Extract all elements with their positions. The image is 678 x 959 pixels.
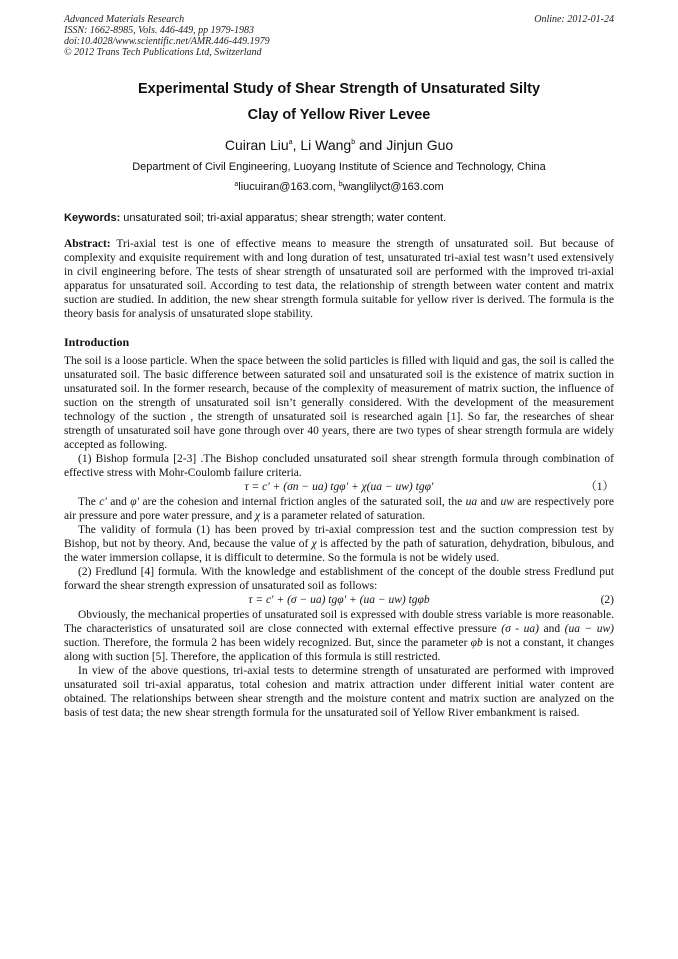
section-heading-introduction: Introduction xyxy=(64,335,130,349)
symbol-phi-b: φb xyxy=(470,637,483,649)
intro-paragraph-6 xyxy=(64,608,614,664)
text-run: Obviously, the mechanical properties of unsaturated soil is expressed with double stress variable is more reasonable. The characteristics of unsaturated soil are close connected with external effective pressure xyxy=(64,609,614,635)
intro-paragraph-5: (2) Fredlund [4] formula. With the knowledge and establishment of the concept of the double stress Fredlund put forward the shear strength expression of unsaturated soil as follows: xyxy=(64,566,614,592)
email-2: wanglilyct@163.com xyxy=(342,181,444,193)
text-run: and xyxy=(106,496,131,508)
intro-paragraph-7: In view of the above questions, tri-axial tests to determine strength of unsaturated are performed with improved unsaturated soil tri-axial apparatus, total cohesion and matrix attraction under different initial water content are obtained. The relationships between shear strength and the moisture content and matrix suction are analyzed on the basis of test data; the new shear strength formula for the unsaturated soil of Yellow River embankment is raised. xyxy=(64,665,614,719)
text-run: The validity of formula (1) has been proved by tri-axial compression test and the suction compression test by Bishop, but not by theory. And, because the value of xyxy=(64,524,614,550)
author-1-sup: a xyxy=(288,139,293,146)
symbol-phi: φ′ xyxy=(130,496,140,508)
text-run: is not a constant, it changes along with suction [5]. Therefore, the application of this formula is still restricted. xyxy=(64,637,614,663)
text-run: suction. Therefore, the formula 2 has been widely recognized. But, since the parameter xyxy=(64,637,471,649)
symbol-matrix-suction: (ua − uw) xyxy=(564,623,614,635)
text-run: are the cohesion and internal friction angles of the saturated soil, the xyxy=(139,496,466,508)
author-2: Li Wang xyxy=(300,137,352,153)
author-1: Cuiran Liu xyxy=(224,137,289,153)
text-run: and xyxy=(538,623,565,635)
abstract-text: Tri-axial test is one of effective means to measure the strength of unsaturated soil. But because of complexity and exquisite requirement with and long duration of test, unsaturated tri-axial test wasn’t used extensively in civil engineering before. The tests of shear strength of unsaturated soil are performed with the improved tri-axial apparatus for unsaturated soil. According to test data, the relationship of strength between water content and matrix suction are studied. In addition, the new shear strength formula suitable for yellow river is derived. The formula is the theory basis for analysis of unsaturated slope stability. xyxy=(64,238,614,320)
abstract-label: Abstract: xyxy=(64,238,111,250)
formula-1-expression: τ = c′ + (σn − ua) tgφ′ + χ(ua − uw) tgφ′ xyxy=(244,481,434,493)
title-line-2: Clay of Yellow River Levee xyxy=(247,107,431,123)
formula-1 xyxy=(64,480,614,495)
paper-title xyxy=(64,76,614,128)
symbol-uw: uw xyxy=(500,496,514,508)
keywords xyxy=(64,211,614,225)
online-date: Online: 2012-01-24 xyxy=(534,14,614,25)
text-run: and xyxy=(477,496,501,508)
symbol-effective-stress: (σ - ua) xyxy=(501,623,539,635)
text-run: are respectively pore air pressure and pore water pressure, and xyxy=(64,496,615,522)
symbol-chi: χ xyxy=(254,510,261,522)
affiliation: Department of Civil Engineering, Luoyang Institute of Science and Technology, China xyxy=(132,161,546,173)
formula-2-number: (2) xyxy=(600,594,614,606)
title-line-1: Experimental Study of Shear Strength of Unsaturated Silty xyxy=(137,81,541,97)
email-2-sup: b xyxy=(338,181,343,188)
formula-2 xyxy=(64,593,614,608)
abstract xyxy=(64,237,614,321)
email-1-sup: a xyxy=(234,181,239,188)
symbol-c: c′ xyxy=(99,496,107,508)
intro-paragraph-1: The soil is a loose particle. When the space between the solid particles is filled with liquid and gas, the soil is called the unsaturated soil. The basic difference between saturated soil and unsaturated soil is the existence of matrix suction in unsaturated soil. In the former research, because of the complexity of measurement of matrix suction, the influence of suction on the strength of unsaturated soil isn’t generally considered. With the development of the measurement technology of the suction , the strength of unsaturated soil is researched again [1]. So far, the researches of shear strength of unsaturated soil have gone through over 40 years, there are two types of shear strength formula are widely accepted as following. xyxy=(64,355,614,451)
intro-paragraph-3 xyxy=(64,495,614,523)
text-run: is affected by the path of saturation, dehydration, bibulous, and the water immersion collapse, it is difficult to determine. So the formula is not be widely used. xyxy=(64,538,614,564)
paper-page xyxy=(64,14,614,720)
symbol-ua: ua xyxy=(465,496,478,508)
author-sep-1: , xyxy=(292,137,301,153)
formula-2-expression: τ = c′ + (σ − ua) tgφ′ + (ua − uw) tgφb xyxy=(248,594,430,606)
author-sep-2: and xyxy=(355,137,387,153)
text-run: The xyxy=(78,496,100,508)
formula-1-number: （1） xyxy=(585,481,614,493)
journal-header xyxy=(64,14,614,58)
email-1: liucuiran@163.com, xyxy=(238,181,339,193)
text-run: is a parameter related of saturation. xyxy=(260,510,426,522)
author-list xyxy=(64,136,614,154)
author-emails xyxy=(64,180,614,194)
journal-name: Advanced Materials Research xyxy=(64,14,185,25)
symbol-chi: χ xyxy=(311,538,317,550)
keywords-text: unsaturated soil; tri-axial apparatus; shear strength; water content. xyxy=(120,212,447,224)
intro-paragraph-2: (1) Bishop formula [2-3] .The Bishop concluded unsaturated soil shear strength formula through combination of effective stress with Mohr-Coulomb failure criteria. xyxy=(64,453,614,479)
author-2-sup: b xyxy=(351,139,356,146)
author-3: Jinjun Guo xyxy=(386,137,454,153)
keywords-label: Keywords: xyxy=(64,212,121,224)
copyright-line: © 2012 Trans Tech Publications Ltd, Switzerland xyxy=(64,47,262,58)
issn-line: ISSN: 1662-8985, Vols. 446-449, pp 1979-1983 xyxy=(64,25,254,36)
doi-line: doi:10.4028/www.scientific.net/AMR.446-449.1979 xyxy=(64,36,270,47)
intro-paragraph-4 xyxy=(64,523,614,565)
